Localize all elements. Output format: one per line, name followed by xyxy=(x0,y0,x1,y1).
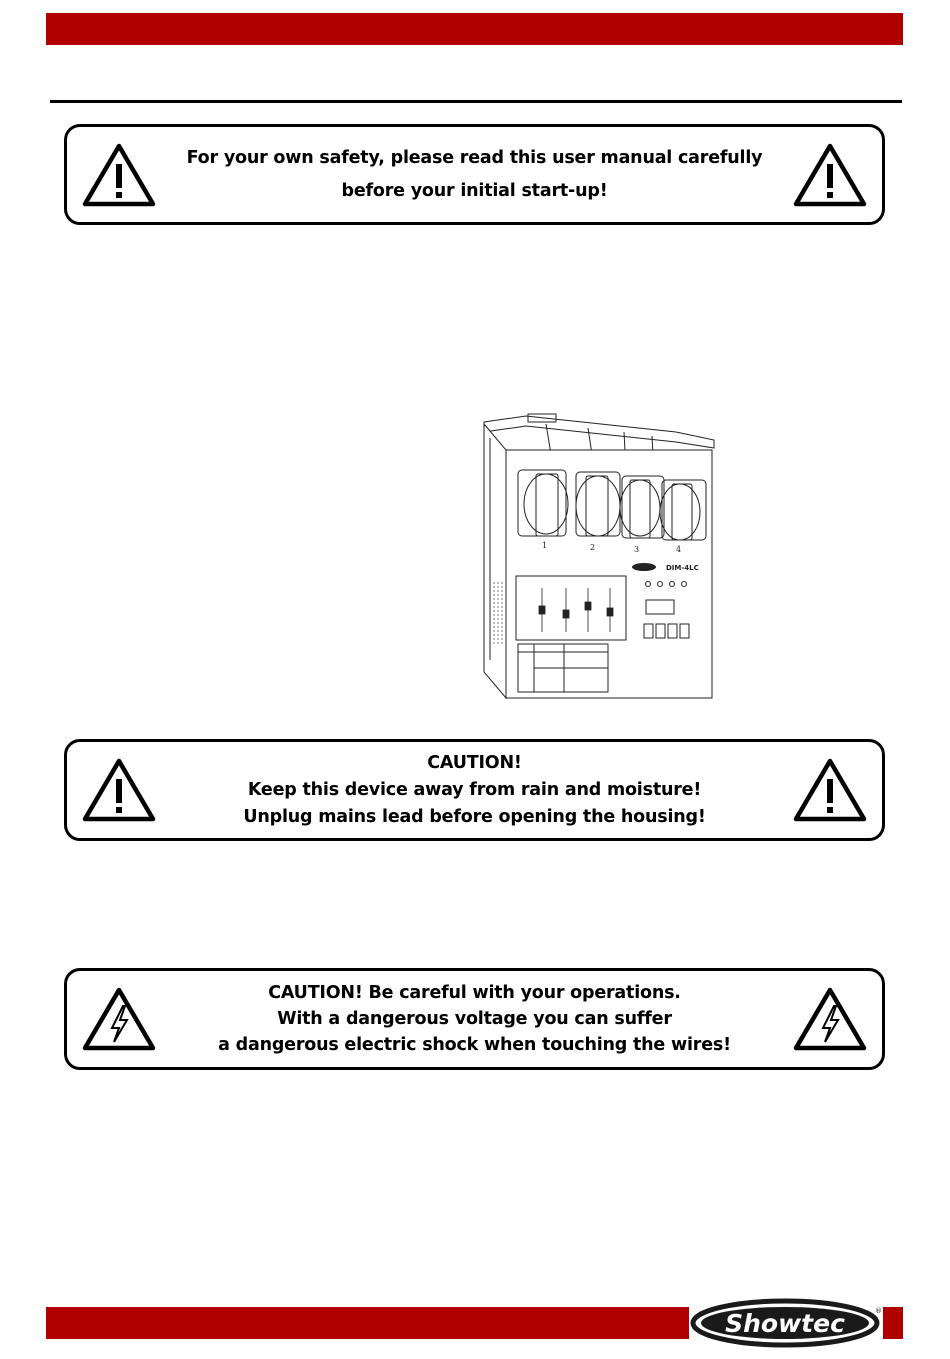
high-voltage-triangle-icon xyxy=(792,986,868,1052)
svg-text:®: ® xyxy=(875,1307,882,1315)
dimmer-pack-illustration xyxy=(476,410,716,702)
logo-wordmark: Showtec xyxy=(725,1309,845,1338)
exclamation-triangle-icon xyxy=(792,142,868,208)
outlet-number: 2 xyxy=(590,543,596,552)
exclamation-triangle-icon xyxy=(81,142,157,208)
warning-line: before your initial start-up! xyxy=(341,180,608,201)
safety-warning-box xyxy=(64,124,885,225)
warning-line: With a dangerous voltage you can suffer xyxy=(277,1009,672,1029)
exclamation-triangle-icon xyxy=(81,757,157,823)
showtec-logo xyxy=(689,1297,883,1349)
warning-line: For your own safety, please read this user manual carefully xyxy=(186,147,763,168)
warning-line: CAUTION! Be careful with your operations. xyxy=(268,983,681,1003)
high-voltage-triangle-icon xyxy=(81,986,157,1052)
model-label: DIM-4LC xyxy=(666,564,699,572)
voltage-caution-box xyxy=(64,968,885,1070)
header-red-bar xyxy=(46,13,903,45)
warning-line: Unplug mains lead before opening the housing! xyxy=(243,806,706,827)
outlet-number: 3 xyxy=(634,545,640,554)
caution-heading: CAUTION! xyxy=(427,752,522,773)
header-divider xyxy=(50,100,902,103)
moisture-caution-box xyxy=(64,739,885,841)
warning-line: a dangerous electric shock when touching the wires! xyxy=(218,1035,731,1055)
outlet-number: 1 xyxy=(542,541,548,550)
warning-line: Keep this device away from rain and moisture! xyxy=(247,779,702,800)
exclamation-triangle-icon xyxy=(792,757,868,823)
outlet-number: 4 xyxy=(676,545,682,554)
